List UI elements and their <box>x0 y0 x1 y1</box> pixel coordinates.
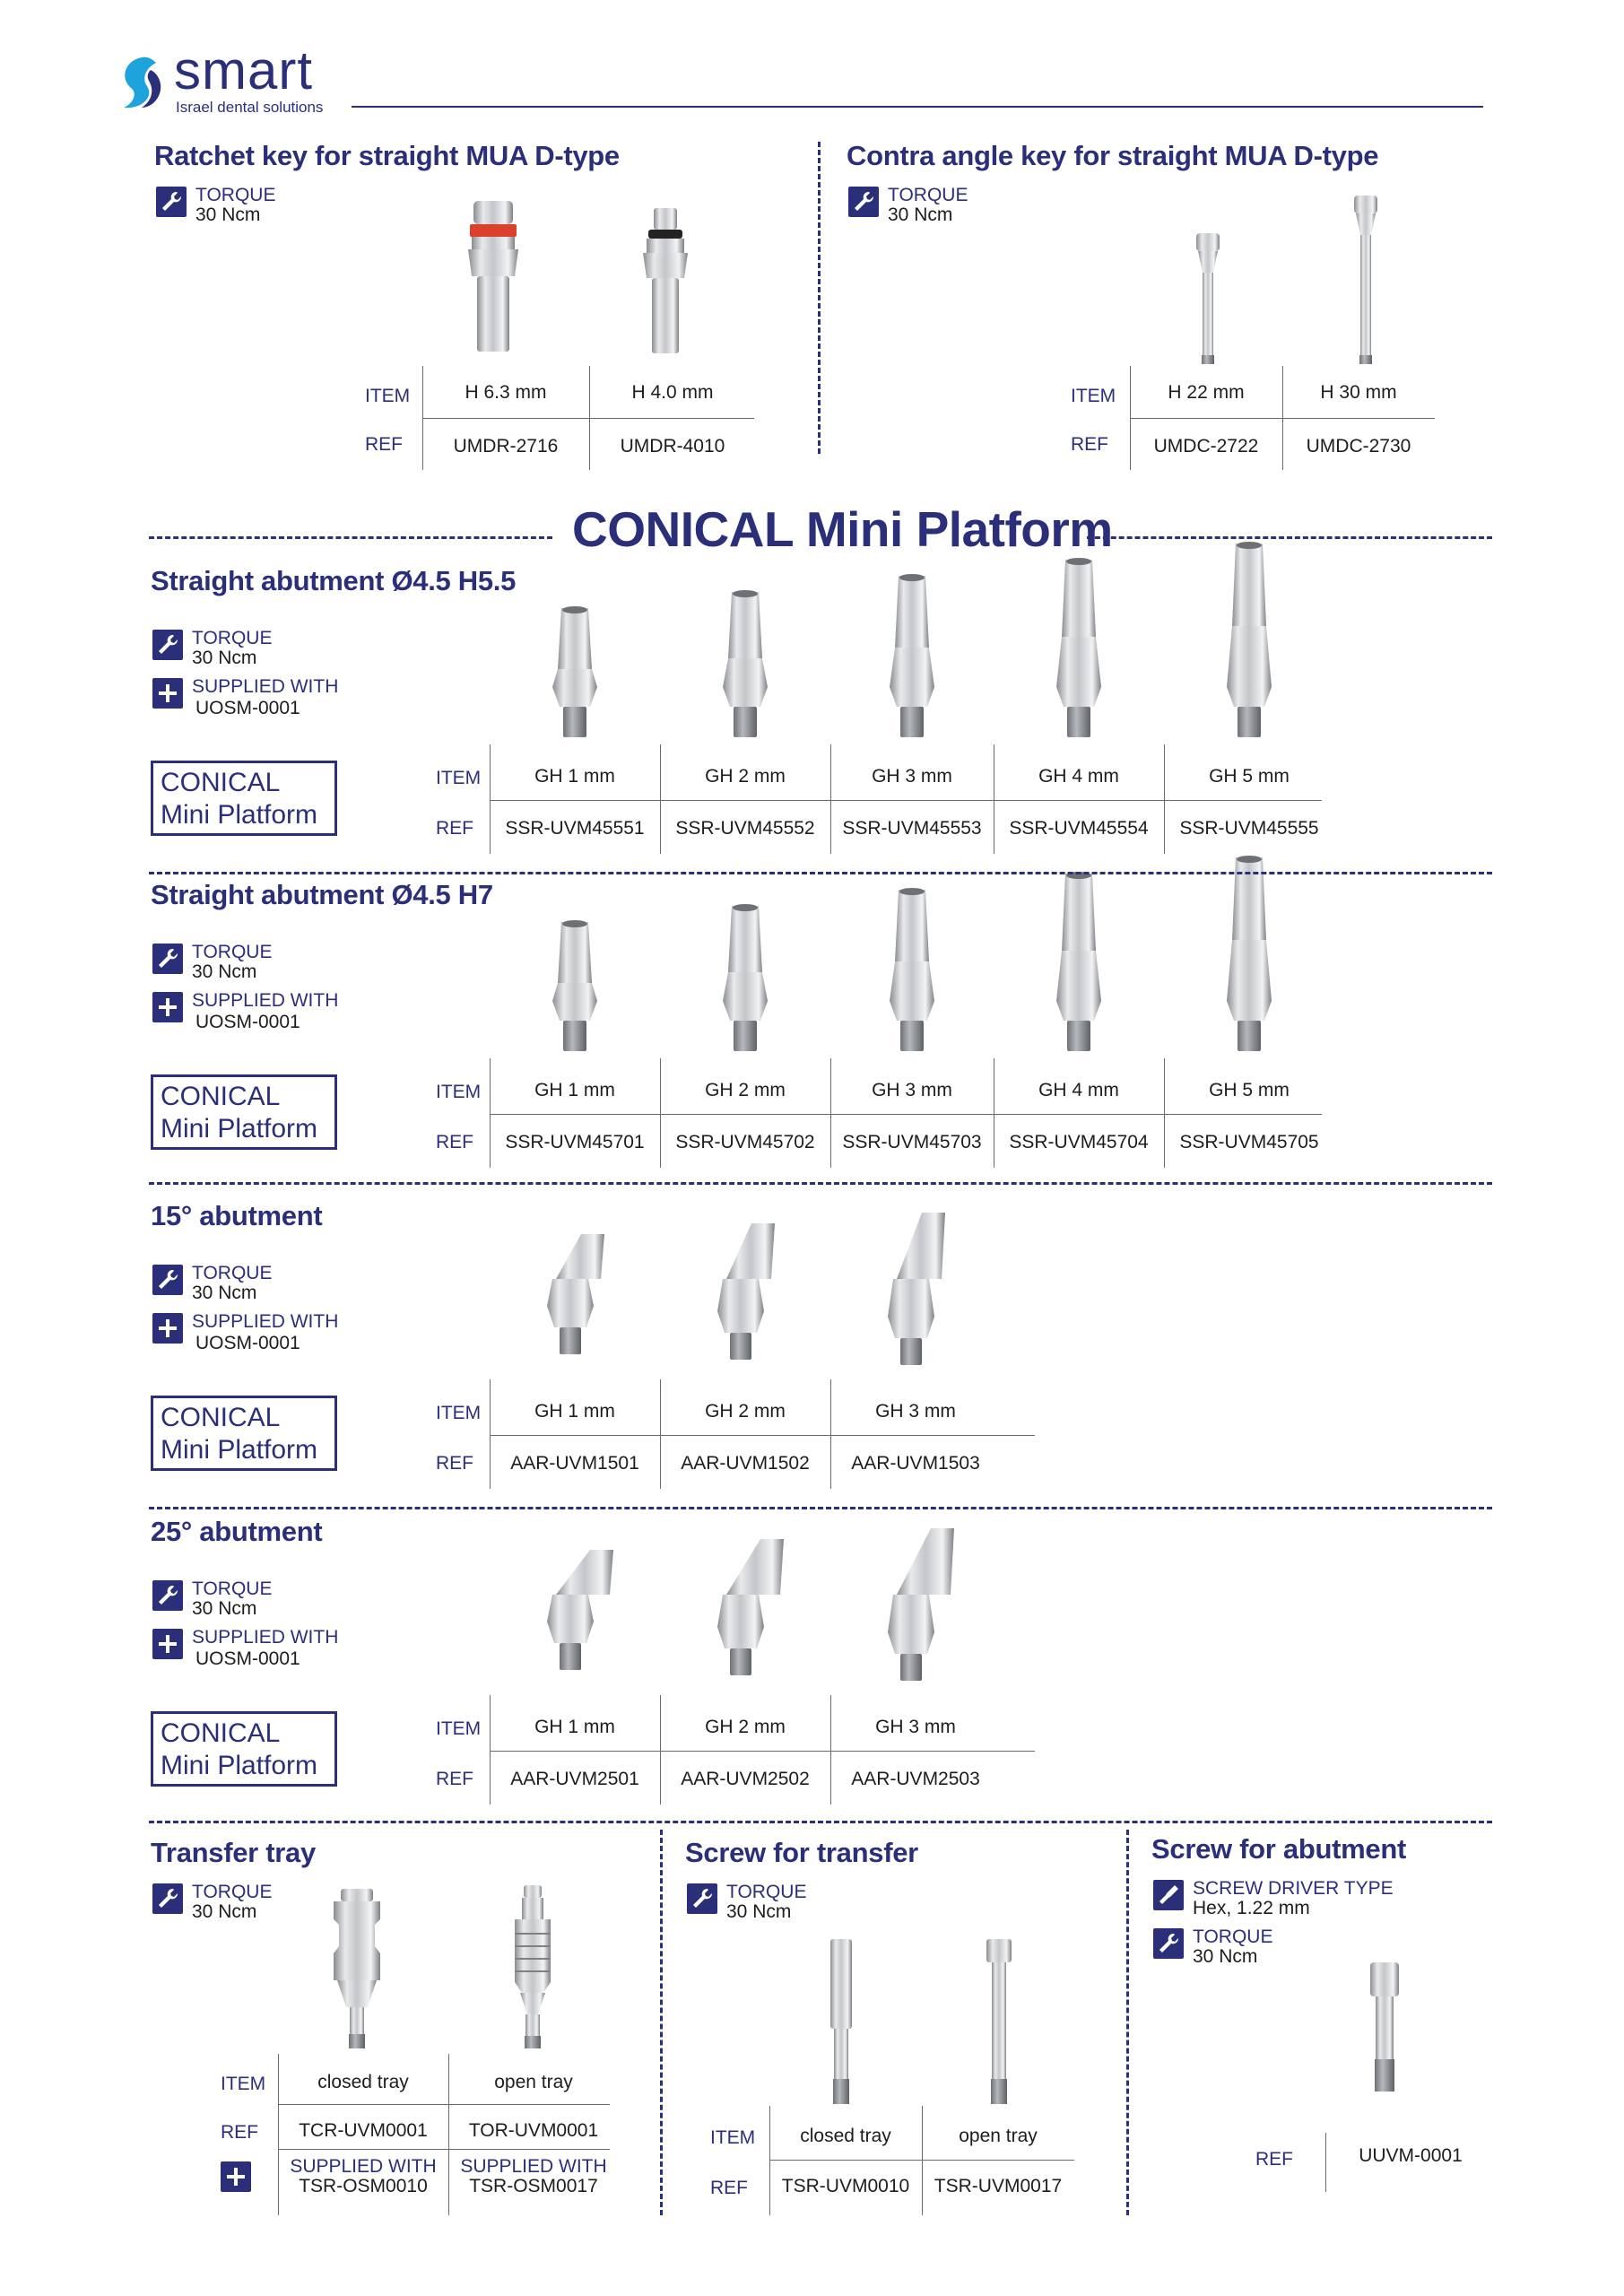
ratchet-item-2: H 4.0 mm <box>631 382 714 403</box>
table-rule <box>490 1435 1035 1436</box>
table-rule <box>278 2149 610 2150</box>
ang15-torque-value: 30 Ncm <box>192 1283 257 1303</box>
table-rule <box>278 2104 610 2105</box>
ratchet-item-1: H 6.3 mm <box>465 382 547 403</box>
wrench-icon <box>1153 1928 1184 1959</box>
screw-closed-tray-image <box>825 1937 857 2108</box>
table-rule <box>769 2160 1074 2161</box>
transfer-supplied-label-2: SUPPLIED WITH <box>460 2156 607 2177</box>
straight7-torque-value: 30 Ncm <box>192 961 257 982</box>
straight55-ref-1: SSR-UVM45551 <box>505 818 645 839</box>
ang25-abutment-image-3 <box>875 1526 956 1692</box>
screw-transfer-torque-label: TORQUE <box>726 1882 807 1902</box>
straight55-abutment-image-1 <box>543 606 606 741</box>
plus-icon <box>152 1313 183 1344</box>
screw-abutment-title: Screw for abutment <box>1151 1833 1406 1865</box>
ang25-item-label: ITEM <box>436 1718 482 1739</box>
straight7-abutment-image-1 <box>543 920 606 1055</box>
straight55-abutment-image-3 <box>881 574 943 741</box>
ang15-item-1: GH 1 mm <box>534 1401 615 1422</box>
wrench-icon <box>848 187 879 217</box>
straight7-torque-label: TORQUE <box>192 942 273 962</box>
ang15-supplied-value: UOSM-0001 <box>195 1333 300 1353</box>
straight55-item-1: GH 1 mm <box>534 766 615 787</box>
straight7-ref-4: SSR-UVM45704 <box>1009 1132 1149 1152</box>
transfer-supplied-label-1: SUPPLIED WITH <box>290 2156 437 2177</box>
badge-line-2: Mini Platform <box>161 1751 318 1780</box>
wrench-icon <box>156 187 187 217</box>
screw-transfer-item-1: closed tray <box>800 2126 891 2146</box>
straight7-abutment-image-2 <box>714 904 777 1055</box>
straight55-ref-5: SSR-UVM45555 <box>1179 818 1319 839</box>
screw-abutment-ref-label: REF <box>1255 2149 1293 2170</box>
ang15-ref-label: REF <box>436 1453 473 1474</box>
ang15-ref-1: AAR-UVM1501 <box>510 1453 639 1474</box>
transfer-ref-label: REF <box>221 2122 258 2143</box>
plus-icon <box>152 1629 183 1659</box>
contra-ref-1: UMDC-2722 <box>1153 436 1259 457</box>
badge-line-1: CONICAL <box>161 1082 281 1111</box>
ratchet-key-4-0-image <box>634 206 697 357</box>
straight7-item-label: ITEM <box>436 1082 482 1102</box>
straight55-ref-4: SSR-UVM45554 <box>1009 818 1149 839</box>
contra-title: Contra angle key for straight MUA D-type <box>847 140 1379 171</box>
divider-bottom-2 <box>1126 1830 1129 2215</box>
ang25-supplied-value: UOSM-0001 <box>195 1648 300 1669</box>
straight7-supplied-value: UOSM-0001 <box>195 1012 300 1032</box>
ratchet-ref-2: UMDR-4010 <box>620 436 725 457</box>
ang15-abutment-image-2 <box>705 1222 786 1376</box>
header-rule <box>352 106 1483 108</box>
transfer-supplied-1: TSR-OSM0010 <box>299 2176 428 2196</box>
straight7-item-4: GH 4 mm <box>1038 1080 1119 1100</box>
ang15-abutment-image-1 <box>534 1232 615 1376</box>
ratchet-ref-1: UMDR-2716 <box>453 436 559 457</box>
straight7-abutment-image-3 <box>881 888 943 1055</box>
transfer-item-2: open tray <box>494 2072 573 2092</box>
contra-torque-value: 30 Ncm <box>888 204 953 225</box>
divider-bottom-1 <box>660 1830 663 2215</box>
straight7-item-2: GH 2 mm <box>705 1080 786 1100</box>
ang25-torque-value: 30 Ncm <box>192 1598 257 1619</box>
straight7-item-5: GH 5 mm <box>1209 1080 1290 1100</box>
straight55-title: Straight abutment Ø4.5 H5.5 <box>151 565 517 596</box>
contra-item-1: H 22 mm <box>1168 382 1245 403</box>
abutment-screw-image <box>1367 1961 1403 2095</box>
section-title-rule-right <box>1087 536 1492 539</box>
screw-driver-value: Hex, 1.22 mm <box>1193 1898 1310 1918</box>
table-rule <box>490 800 1322 801</box>
screw-transfer-item-2: open tray <box>959 2126 1038 2146</box>
straight55-supplied-value: UOSM-0001 <box>195 698 300 718</box>
ratchet-item-label: ITEM <box>365 386 411 406</box>
transfer-torque-value: 30 Ncm <box>192 1901 257 1922</box>
wrench-icon <box>152 630 183 660</box>
ratchet-ref-label: REF <box>365 434 403 455</box>
divider-3 <box>149 1507 1492 1509</box>
screw-transfer-ref-label: REF <box>710 2178 748 2198</box>
divider-2 <box>149 1182 1492 1185</box>
badge-line-1: CONICAL <box>161 1403 281 1432</box>
ang15-item-2: GH 2 mm <box>705 1401 786 1422</box>
straight7-ref-label: REF <box>436 1132 473 1152</box>
contra-item-2: H 30 mm <box>1320 382 1397 403</box>
ratchet-title: Ratchet key for straight MUA D-type <box>154 140 620 171</box>
straight55-ref-label: REF <box>436 818 473 839</box>
straight55-abutment-image-2 <box>714 590 777 741</box>
ang25-ref-3: AAR-UVM2503 <box>851 1769 980 1789</box>
ratchet-key-6-3-image <box>457 199 529 356</box>
screw-abutment-ref: UUVM-0001 <box>1359 2145 1463 2166</box>
ang25-abutment-image-2 <box>705 1537 786 1692</box>
ang25-torque-label: TORQUE <box>192 1578 273 1599</box>
ang25-ref-2: AAR-UVM2502 <box>681 1769 810 1789</box>
screwdriver-icon <box>1153 1880 1184 1910</box>
transfer-item-1: closed tray <box>317 2072 409 2092</box>
straight7-title: Straight abutment Ø4.5 H7 <box>151 879 493 910</box>
brand-logo-mark <box>115 52 170 115</box>
transfer-item-label: ITEM <box>221 2074 266 2094</box>
straight55-abutment-image-5 <box>1218 542 1281 741</box>
straight55-ref-3: SSR-UVM45553 <box>842 818 982 839</box>
straight55-item-5: GH 5 mm <box>1209 766 1290 787</box>
ang15-item-label: ITEM <box>436 1403 482 1423</box>
divider-1 <box>149 872 1492 874</box>
screw-transfer-ref-1: TSR-UVM0010 <box>781 2176 910 2196</box>
wrench-icon <box>152 1265 183 1295</box>
wrench-icon <box>152 1580 183 1611</box>
ang15-title: 15° abutment <box>151 1200 323 1231</box>
brand-name: smart <box>174 40 313 100</box>
straight7-item-3: GH 3 mm <box>872 1080 952 1100</box>
transfer-ref-2: TOR-UVM0001 <box>468 2120 599 2141</box>
ang25-platform-badge <box>151 1711 337 1787</box>
plus-icon <box>221 2161 251 2192</box>
table-rule <box>490 1751 1035 1752</box>
screw-open-tray-image <box>983 1937 1015 2108</box>
plus-icon <box>152 678 183 709</box>
wrench-icon <box>687 1883 717 1914</box>
brand-tagline: Israel dental solutions <box>176 99 324 116</box>
ang25-abutment-image-1 <box>534 1548 615 1692</box>
straight55-platform-badge <box>151 761 337 836</box>
straight55-ref-2: SSR-UVM45552 <box>675 818 815 839</box>
screw-transfer-ref-2: TSR-UVM0017 <box>934 2176 1063 2196</box>
ang25-item-2: GH 2 mm <box>705 1717 786 1737</box>
straight55-torque-value: 30 Ncm <box>192 648 257 668</box>
straight7-ref-2: SSR-UVM45702 <box>675 1132 815 1152</box>
ratchet-torque-value: 30 Ncm <box>195 204 261 225</box>
wrench-icon <box>152 1883 183 1914</box>
straight7-item-1: GH 1 mm <box>534 1080 615 1100</box>
divider-4 <box>149 1821 1492 1823</box>
table-rule <box>490 1114 1322 1115</box>
screw-driver-label: SCREW DRIVER TYPE <box>1193 1878 1394 1899</box>
section-title: CONICAL Mini Platform <box>572 501 1113 557</box>
ang15-item-3: GH 3 mm <box>875 1401 956 1422</box>
ang25-title: 25° abutment <box>151 1516 323 1547</box>
ang25-ref-1: AAR-UVM2501 <box>510 1769 639 1789</box>
straight7-abutment-image-5 <box>1218 856 1281 1055</box>
transfer-torque-label: TORQUE <box>192 1882 273 1902</box>
contra-torque-label: TORQUE <box>888 185 968 205</box>
closed-tray-image <box>325 1887 389 2050</box>
wrench-icon <box>152 944 183 974</box>
screw-transfer-item-label: ITEM <box>710 2127 756 2148</box>
badge-line-2: Mini Platform <box>161 800 318 830</box>
ang25-ref-label: REF <box>436 1769 473 1789</box>
ang15-ref-2: AAR-UVM1502 <box>681 1453 810 1474</box>
contra-ref-label: REF <box>1071 434 1108 455</box>
plus-icon <box>152 992 183 1022</box>
badge-line-1: CONICAL <box>161 1718 281 1748</box>
ang15-ref-3: AAR-UVM1503 <box>851 1453 980 1474</box>
straight55-item-3: GH 3 mm <box>872 766 952 787</box>
straight7-ref-1: SSR-UVM45701 <box>505 1132 645 1152</box>
straight7-supplied-label: SUPPLIED WITH <box>192 990 339 1011</box>
screw-abutment-torque-label: TORQUE <box>1193 1926 1273 1947</box>
transfer-supplied-2: TSR-OSM0017 <box>469 2176 598 2196</box>
table-rule <box>922 2106 923 2215</box>
table-rule <box>422 418 754 419</box>
straight7-platform-badge <box>151 1074 337 1150</box>
screw-transfer-torque-value: 30 Ncm <box>726 1901 792 1922</box>
transfer-ref-1: TCR-UVM0001 <box>299 2120 428 2141</box>
straight55-item-4: GH 4 mm <box>1038 766 1119 787</box>
ang15-platform-badge <box>151 1396 337 1471</box>
badge-line-1: CONICAL <box>161 768 281 797</box>
transfer-tray-title: Transfer tray <box>151 1837 316 1868</box>
ang25-supplied-label: SUPPLIED WITH <box>192 1627 339 1648</box>
straight7-ref-5: SSR-UVM45705 <box>1179 1132 1319 1152</box>
table-rule <box>1130 418 1435 419</box>
badge-line-2: Mini Platform <box>161 1114 318 1144</box>
ang15-torque-label: TORQUE <box>192 1263 273 1283</box>
open-tray-image <box>508 1883 558 2050</box>
ang25-item-3: GH 3 mm <box>875 1717 956 1737</box>
contra-item-label: ITEM <box>1071 386 1116 406</box>
ang25-item-1: GH 1 mm <box>534 1717 615 1737</box>
straight7-ref-3: SSR-UVM45703 <box>842 1132 982 1152</box>
straight55-supplied-label: SUPPLIED WITH <box>192 676 339 697</box>
badge-line-2: Mini Platform <box>161 1435 318 1465</box>
section-title-rule-left <box>149 536 552 539</box>
contra-key-30-image <box>1350 194 1381 366</box>
straight55-item-label: ITEM <box>436 768 482 788</box>
screw-abutment-torque-value: 30 Ncm <box>1193 1946 1258 1967</box>
ratchet-torque-label: TORQUE <box>195 185 276 205</box>
table-rule <box>769 2106 770 2215</box>
contra-key-22-image <box>1193 231 1223 366</box>
straight55-abutment-image-4 <box>1047 558 1110 741</box>
ang15-abutment-image-3 <box>875 1211 956 1376</box>
divider-top-vertical <box>818 142 821 454</box>
ang15-supplied-label: SUPPLIED WITH <box>192 1311 339 1332</box>
straight55-torque-label: TORQUE <box>192 628 273 648</box>
contra-ref-2: UMDC-2730 <box>1306 436 1411 457</box>
straight55-item-2: GH 2 mm <box>705 766 786 787</box>
screw-transfer-title: Screw for transfer <box>685 1837 918 1868</box>
straight7-abutment-image-4 <box>1047 872 1110 1055</box>
